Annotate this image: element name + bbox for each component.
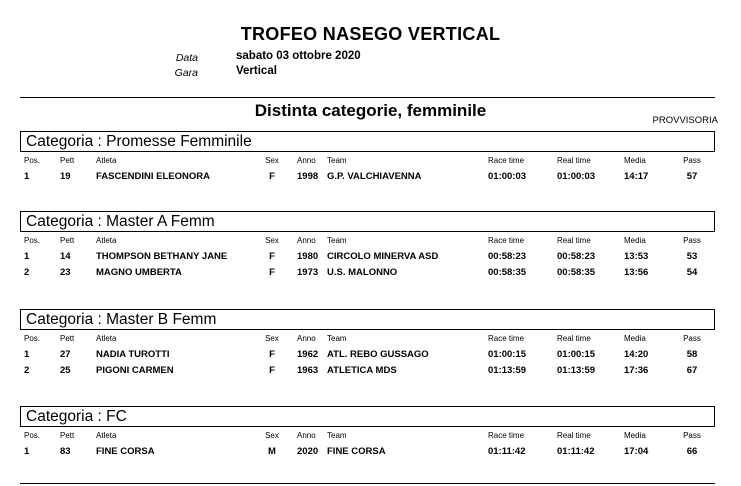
cell-race-time: 00:58:35	[488, 267, 527, 278]
event-title: TROFEO NASEGO VERTICAL	[240, 24, 501, 44]
cell-pett: 23	[60, 267, 71, 278]
column-header-team: Team	[327, 236, 347, 245]
cell-atleta: FINE CORSA	[96, 446, 155, 457]
table-row	[0, 365, 741, 379]
cell-race-time: 01:13:59	[488, 365, 527, 376]
cell-team: ATLETICA MDS	[327, 365, 397, 376]
column-header-real-time: Real time	[557, 431, 591, 440]
column-header-row	[0, 334, 741, 348]
column-header-team: Team	[327, 334, 347, 343]
cell-pos: 2	[24, 267, 30, 278]
column-header-race-time: Race time	[488, 156, 525, 165]
cell-real-time: 01:00:15	[557, 349, 596, 360]
document-title: Distinta categorie, femminile	[254, 101, 487, 120]
column-header-row	[0, 156, 741, 170]
cell-atleta: MAGNO UMBERTA	[96, 267, 182, 278]
column-header-sex: Sex	[265, 156, 279, 165]
column-header-pett: Pett	[60, 156, 75, 165]
category-title: Categoria : FC	[20, 406, 715, 427]
column-header-pos: Pos.	[24, 334, 41, 343]
column-header-atleta: Atleta	[96, 431, 117, 440]
cell-media: 13:56	[624, 267, 649, 278]
column-header-media: Media	[624, 334, 646, 343]
cell-anno: 1980	[297, 251, 319, 262]
cell-media: 13:53	[624, 251, 649, 262]
table-row	[0, 446, 741, 460]
column-header-pett: Pett	[60, 431, 75, 440]
column-header-pass: Pass	[683, 156, 701, 165]
date-value: sabato 03 ottobre 2020	[236, 50, 361, 62]
bottom-divider	[20, 483, 715, 484]
column-header-race-time: Race time	[488, 334, 525, 343]
cell-real-time: 01:00:03	[557, 171, 596, 182]
column-header-pett: Pett	[60, 334, 75, 343]
column-header-sex: Sex	[265, 334, 279, 343]
column-header-real-time: Real time	[557, 236, 591, 245]
column-header-real-time: Real time	[557, 156, 591, 165]
cell-anno: 1998	[297, 171, 319, 182]
cell-race-time: 00:58:23	[488, 251, 527, 262]
cell-anno: 1962	[297, 349, 319, 360]
cell-media: 17:36	[624, 365, 649, 376]
race-value: Vertical	[236, 65, 277, 77]
cell-atleta: THOMPSON BETHANY JANE	[96, 251, 228, 262]
column-header-media: Media	[624, 431, 646, 440]
column-header-row	[0, 236, 741, 250]
cell-anno: 2020	[297, 446, 319, 457]
cell-anno: 1963	[297, 365, 319, 376]
column-header-pett: Pett	[60, 236, 75, 245]
cell-atleta: NADIA TUROTTI	[96, 349, 170, 360]
column-header-atleta: Atleta	[96, 156, 117, 165]
column-header-anno: Anno	[297, 334, 316, 343]
column-header-pass: Pass	[683, 431, 701, 440]
cell-pett: 27	[60, 349, 71, 360]
cell-real-time: 01:13:59	[557, 365, 596, 376]
cell-pass: 53	[686, 251, 698, 262]
race-label: Gara	[174, 67, 198, 79]
cell-team: FINE CORSA	[327, 446, 386, 457]
cell-sex: F	[269, 267, 275, 278]
column-header-pass: Pass	[683, 236, 701, 245]
table-row	[0, 349, 741, 363]
column-header-team: Team	[327, 431, 347, 440]
column-header-row	[0, 431, 741, 445]
cell-pett: 83	[60, 446, 71, 457]
cell-pass: 54	[686, 267, 698, 278]
cell-pett: 14	[60, 251, 71, 262]
column-header-team: Team	[327, 156, 347, 165]
cell-pass: 58	[686, 349, 698, 360]
cell-pos: 2	[24, 365, 30, 376]
column-header-race-time: Race time	[488, 236, 525, 245]
cell-team: ATL. REBO GUSSAGO	[327, 349, 429, 360]
cell-team: CIRCOLO MINERVA ASD	[327, 251, 439, 262]
column-header-sex: Sex	[265, 236, 279, 245]
cell-pett: 25	[60, 365, 71, 376]
cell-sex: M	[268, 446, 276, 457]
cell-team: G.P. VALCHIAVENNA	[327, 171, 422, 182]
cell-sex: F	[269, 349, 275, 360]
cell-race-time: 01:11:42	[488, 446, 526, 457]
category-title: Categoria : Promesse Femminile	[20, 131, 715, 152]
cell-pass: 67	[686, 365, 698, 376]
cell-race-time: 01:00:15	[488, 349, 527, 360]
category-title: Categoria : Master A Femm	[20, 211, 715, 232]
column-header-race-time: Race time	[488, 431, 525, 440]
cell-real-time: 01:11:42	[557, 446, 595, 457]
cell-media: 14:17	[624, 171, 649, 182]
column-header-media: Media	[624, 156, 646, 165]
column-header-anno: Anno	[297, 431, 316, 440]
column-header-pass: Pass	[683, 334, 701, 343]
column-header-media: Media	[624, 236, 646, 245]
cell-sex: F	[269, 251, 275, 262]
table-row	[0, 267, 741, 281]
column-header-atleta: Atleta	[96, 334, 117, 343]
column-header-atleta: Atleta	[96, 236, 117, 245]
category-title: Categoria : Master B Femm	[20, 309, 715, 330]
cell-team: U.S. MALONNO	[327, 267, 398, 278]
cell-atleta: FASCENDINI ELEONORA	[96, 171, 211, 182]
cell-sex: F	[269, 365, 275, 376]
cell-pos: 1	[24, 446, 30, 457]
status-label: PROVVISORIA	[652, 115, 718, 126]
cell-sex: F	[269, 171, 275, 182]
cell-pos: 1	[24, 349, 30, 360]
cell-real-time: 00:58:23	[557, 251, 596, 262]
cell-pos: 1	[24, 171, 30, 182]
date-label: Data	[175, 52, 198, 64]
cell-atleta: PIGONI CARMEN	[96, 365, 174, 376]
column-header-anno: Anno	[297, 236, 316, 245]
cell-media: 14:20	[624, 349, 649, 360]
cell-media: 17:04	[624, 446, 649, 457]
table-row	[0, 171, 741, 185]
column-header-pos: Pos.	[24, 431, 41, 440]
cell-race-time: 01:00:03	[488, 171, 527, 182]
cell-pass: 57	[686, 171, 698, 182]
cell-anno: 1973	[297, 267, 319, 278]
cell-real-time: 00:58:35	[557, 267, 596, 278]
top-divider	[20, 97, 715, 98]
column-header-pos: Pos.	[24, 236, 41, 245]
column-header-pos: Pos.	[24, 156, 41, 165]
column-header-real-time: Real time	[557, 334, 591, 343]
cell-pass: 66	[686, 446, 698, 457]
column-header-anno: Anno	[297, 156, 316, 165]
cell-pett: 19	[60, 171, 71, 182]
column-header-sex: Sex	[265, 431, 279, 440]
table-row	[0, 251, 741, 265]
cell-pos: 1	[24, 251, 30, 262]
